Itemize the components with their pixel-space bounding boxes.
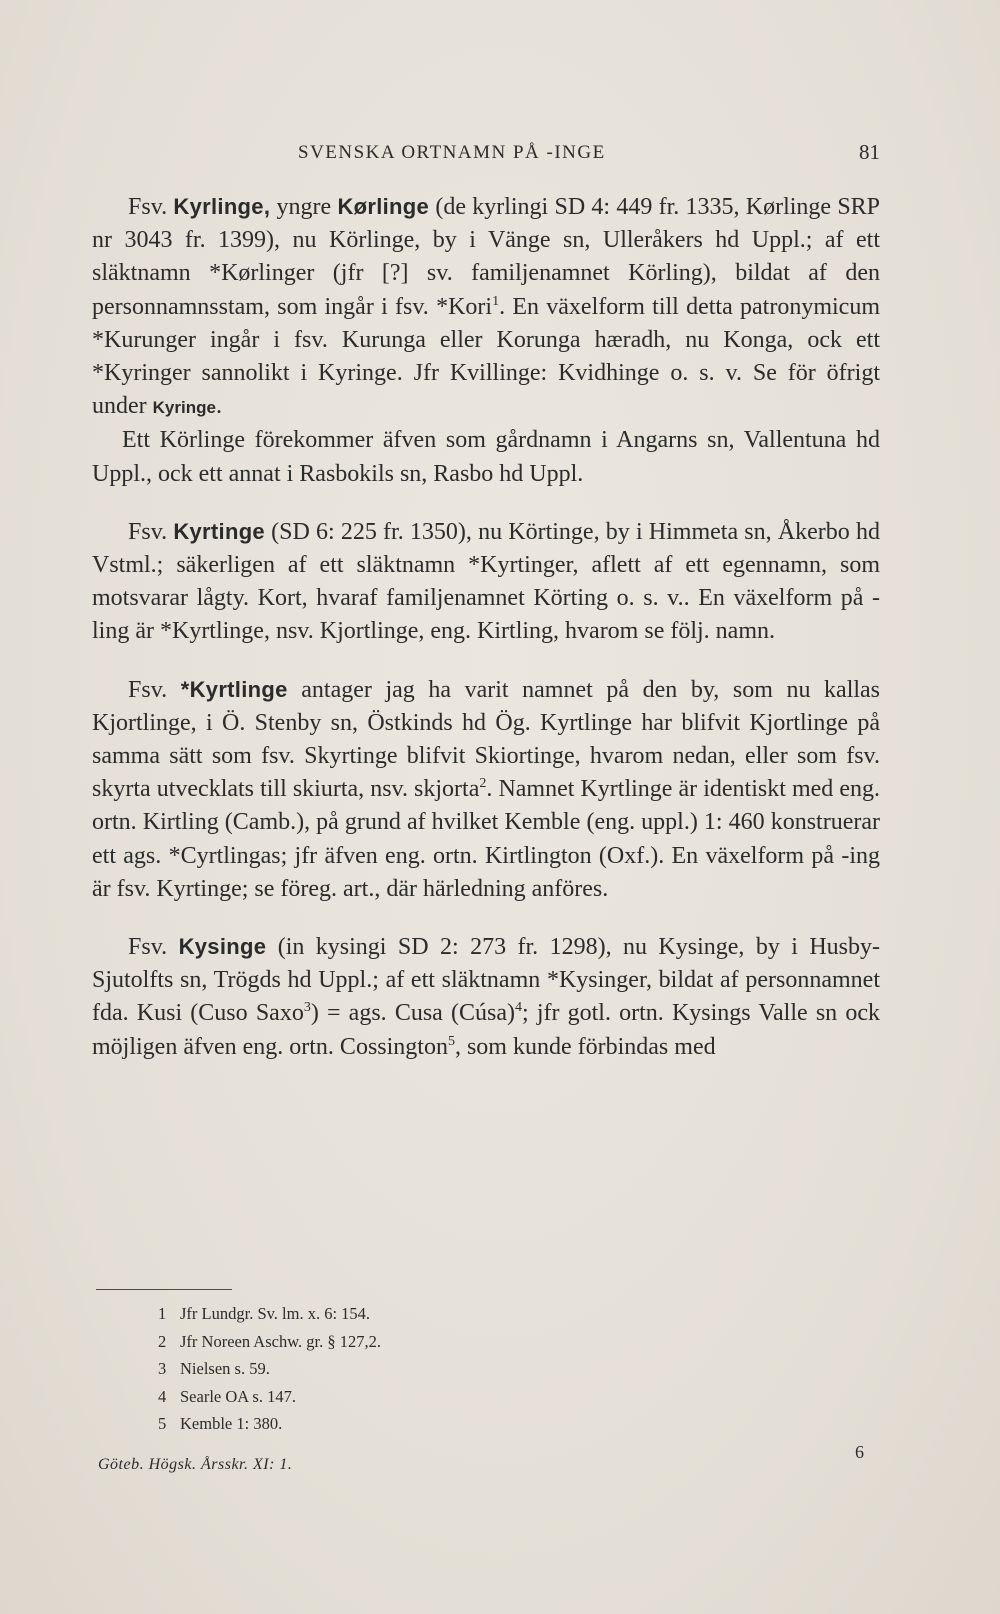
running-title: SVENSKA ORTNAMN PÅ -INGE: [298, 142, 606, 163]
entry-text: (de kyrlingi SD 4: 449 fr. 1335, Kørlinge SRP nr 3043 fr. 1399), nu Körlinge, by i Vänge sn, Ulleråkers hd Uppl.; af ett släktnamn *Kørlinger (jfr [?] sv. familjenamnet Körling), bildat af den personnamnsstam, som ingår i fsv. *Kori: [92, 194, 881, 320]
entry-intro: Fsv.: [128, 676, 168, 703]
entry-text: (SD 6: 225 fr. 1350), nu Körtinge, by i Himmeta sn, Åkerbo hd Vstml.; säkerligen af ett släktnamn *Kyrtinger, aflett af ett egennamn, som motsvarar lågty. Kort, hvaraf familjenamnet Körting o. s. v.. En växelform på -ling är *Kyrtlinge, nsv. Kjortlinge, eng. Kirtling, hvarom se följ. namn.: [92, 518, 880, 645]
footnote-marker: 3: [303, 1000, 311, 1016]
entry-text: ; jfr gotl. ortn. Kysings Valle sn ock möjligen äfven eng. ortn. Cossington: [92, 1000, 880, 1060]
footnote-marker: 2: [479, 776, 487, 792]
entry-intro: Fsv.: [128, 194, 168, 220]
footnote-marker: 1: [492, 293, 500, 309]
page-number: 81: [859, 140, 880, 164]
footnote-number: 2: [158, 1331, 167, 1351]
headword: *Kyrtlinge: [180, 676, 288, 702]
headword: Kyrlinge,: [173, 194, 271, 219]
footnote-marker: 4: [514, 1000, 522, 1016]
cross-reference: Kyringe: [152, 398, 216, 418]
footnote-number: 1: [158, 1304, 167, 1323]
entry-text: antager jag ha varit namnet på den by, som nu kallas Kjortlinge, i Ö. Stenby sn, Östkinds hd Ög. Kyrtlinge har blifvit Kjortlinge på samma sätt som fsv. Skyrtinge blifvit Skiortinge, hvarom nedan, eller som fsv. skyrta utvecklats till skiurta, nsv. skjorta: [92, 676, 881, 803]
entry-text: yngre: [276, 194, 332, 220]
footnote-number: 3: [158, 1359, 167, 1379]
footnote-text: Jfr Noreen Aschw. gr. § 127,2.: [180, 1331, 382, 1351]
footnote: [158, 1383, 658, 1411]
footnote: [158, 1300, 658, 1328]
footnote: [158, 1410, 658, 1438]
footnotes: [158, 1300, 658, 1438]
entry-text: . Namnet Kyrtlinge är identiskt med eng. ortn. Kirtling (Camb.), på grund af hvilket Kemble (eng. uppl.) 1: 460 konstruerar ett ags. *Cyrtlingas; jfr äfven eng. ortn. Kirtlington (Oxf.). En växelform på -ing är fsv. Kyrtinge; se föreg. art., där härledning anföres.: [92, 776, 881, 902]
footnote: [158, 1355, 658, 1383]
signature-line: Göteb. Högsk. Årsskr. XI: 1.: [98, 1456, 293, 1473]
entry-intro: Fsv.: [128, 518, 168, 545]
body-text: [92, 190, 880, 1088]
footnote-text: Nielsen s. 59.: [180, 1359, 270, 1379]
footnote-number: 4: [158, 1386, 167, 1406]
entry-kyrlinge: [92, 190, 880, 424]
headword: Kysinge: [178, 934, 267, 960]
entry-text: ) = ags. Cusa (Cúsa): [310, 1000, 515, 1027]
entry-intro: Fsv.: [128, 934, 168, 961]
footnote-text: Jfr Lundgr. Sv. lm. x. 6: 154.: [180, 1304, 371, 1323]
footnote: [158, 1328, 658, 1356]
entry-kysinge: [92, 930, 880, 1064]
entry-text: .: [215, 393, 222, 420]
footnote-text: Searle OA s. 147.: [180, 1386, 296, 1406]
sheet-number: 6: [855, 1442, 864, 1462]
footnote-divider: [96, 1289, 232, 1290]
footnote-number: 5: [158, 1414, 167, 1434]
entry-kyrtlinge: [92, 673, 880, 906]
entry-text: (in kysingi SD 2: 273 fr. 1298), nu Kysinge, by i Husby-Sjutolfts sn, Trögds hd Uppl.; af ett släktnamn *Kysinger, bildat af personnamnet fda. Kusi (Cuso Saxo: [92, 934, 881, 1027]
running-head: [92, 138, 880, 178]
headword: Kyrtinge: [173, 518, 265, 544]
entry-kyrlinge-paragraph: Ett Körlinge förekommer äfven som gårdnamn i Angarns sn, Vallentuna hd Uppl., ock ett annat i Rasbokils sn, Rasbo hd Uppl.: [92, 427, 880, 487]
headword: Kørlinge: [337, 194, 430, 219]
entry-kyrtinge: [92, 515, 880, 649]
footnote-marker: 5: [447, 1033, 455, 1049]
footnote-text: Kemble 1: 380.: [180, 1414, 283, 1434]
entry-text: , som kunde förbindas med: [454, 1033, 716, 1060]
entry-text: . En växelform till detta patronymicum *Kurunger ingår i fsv. Kurunga eller Korunga hæradh, nu Konga, ock ett *Kyringer sannolikt i Kyringe. Jfr Kvillinge: Kvidhinge o. s. v. Se för öfrigt under: [92, 293, 880, 420]
